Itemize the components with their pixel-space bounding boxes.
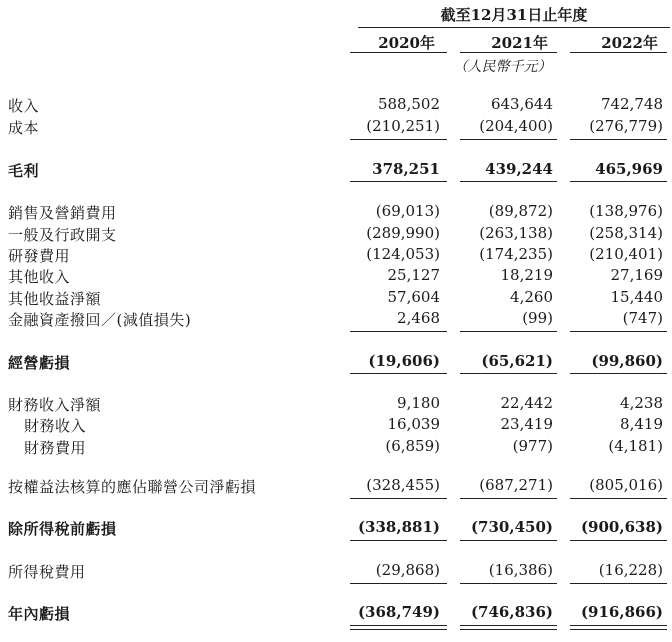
revenue-2020: 588,502: [377, 95, 440, 113]
finance-income-2020: 16,039: [387, 415, 440, 433]
total-rule: [460, 540, 557, 541]
period-title: 截至12月31日止年度: [440, 6, 588, 24]
selling-marketing-2021: (89,872): [488, 202, 553, 220]
double-total-rule: [570, 625, 667, 630]
year-2020-header: 2020年: [378, 34, 435, 52]
row-label-loss-before-tax: 除所得稅前虧損: [8, 520, 117, 538]
other-income-2022: 27,169: [610, 266, 663, 284]
total-rule: [350, 540, 447, 541]
subtotal-rule: [350, 498, 447, 499]
row-label-revenue: 收入: [8, 97, 40, 115]
finance-income-2021: 23,419: [500, 415, 553, 433]
total-rule: [570, 181, 667, 182]
total-rule: [350, 181, 447, 182]
row-label-general-admin: 一般及行政開支: [8, 226, 117, 244]
cost-2022: (276,779): [589, 117, 663, 135]
income-tax-2020: (29,868): [375, 561, 440, 579]
row-label-other-gains: 其他收益淨額: [8, 290, 102, 308]
row-label-other-income: 其他收入: [8, 268, 71, 286]
row-label-loss-for-year: 年內虧損: [8, 605, 71, 623]
double-total-rule: [460, 625, 557, 630]
year-2022-header: 2022年: [601, 34, 658, 52]
other-gains-2021: 4,260: [510, 288, 553, 306]
selling-marketing-2022: (138,976): [589, 202, 663, 220]
row-label-finance-costs: 財務費用: [24, 439, 87, 457]
total-rule: [570, 540, 667, 541]
loss-before-tax-2021: (730,450): [470, 518, 553, 536]
gross-profit-2022: 465,969: [595, 160, 663, 178]
net-finance-income-2021: 22,442: [500, 394, 553, 412]
finance-costs-2020: (6,859): [385, 437, 440, 455]
other-income-2020: 25,127: [387, 266, 440, 284]
total-rule: [350, 373, 447, 374]
loss-before-tax-2020: (338,881): [357, 518, 440, 536]
net-finance-income-2022: 4,238: [620, 394, 663, 412]
row-label-net-finance-income: 財務收入淨額: [8, 396, 102, 414]
gross-profit-2020: 378,251: [372, 160, 440, 178]
loss-for-year-2020: (368,749): [357, 603, 440, 621]
operating-loss-2022: (99,860): [591, 352, 663, 370]
subtotal-rule: [460, 139, 557, 140]
total-rule: [570, 373, 667, 374]
other-income-2021: 18,219: [500, 266, 553, 284]
rd-2022: (210,401): [589, 245, 663, 263]
finance-income-2022: 8,419: [620, 415, 663, 433]
share-of-associates-2020: (328,455): [366, 476, 440, 494]
revenue-2021: 643,644: [490, 95, 553, 113]
row-label-finance-income: 財務收入: [24, 417, 87, 435]
row-label-gross-profit: 毛利: [8, 162, 40, 180]
row-label-cost: 成本: [8, 119, 40, 137]
row-label-rd: 研發費用: [8, 247, 71, 265]
other-gains-2022: 15,440: [610, 288, 663, 306]
share-of-associates-2021: (687,271): [479, 476, 553, 494]
revenue-2022: 742,748: [600, 95, 663, 113]
income-tax-2021: (16,386): [488, 561, 553, 579]
subtotal-rule: [350, 331, 447, 332]
year-2022-rule: [570, 52, 667, 53]
rd-2021: (174,235): [479, 245, 553, 263]
row-label-share-of-associates: 按權益法核算的應佔聯營公司淨虧損: [8, 478, 257, 496]
row-label-impairment: 金融資產撥回／(減值損失): [8, 311, 192, 329]
loss-before-tax-2022: (900,638): [580, 518, 663, 536]
cost-2020: (210,251): [366, 117, 440, 135]
cost-2021: (204,400): [479, 117, 553, 135]
other-gains-2020: 57,604: [387, 288, 440, 306]
currency-unit: （人民幣千元）: [453, 59, 552, 75]
gross-profit-2021: 439,244: [485, 160, 553, 178]
loss-for-year-2022: (916,866): [580, 603, 663, 621]
impairment-2021: (99): [522, 309, 553, 327]
subtotal-rule: [570, 139, 667, 140]
finance-costs-2022: (4,181): [608, 437, 663, 455]
subtotal-rule: [570, 498, 667, 499]
total-rule: [460, 181, 557, 182]
subtotal-rule: [460, 583, 557, 584]
row-label-operating-loss: 經營虧損: [8, 354, 71, 372]
general-admin-2021: (263,138): [479, 224, 553, 242]
subtotal-rule: [350, 583, 447, 584]
rd-2020: (124,053): [366, 245, 440, 263]
row-label-selling-marketing: 銷售及營銷費用: [8, 204, 117, 222]
subtotal-rule: [460, 498, 557, 499]
income-tax-2022: (16,228): [598, 561, 663, 579]
year-2021-header: 2021年: [491, 34, 548, 52]
double-total-rule: [350, 625, 447, 630]
selling-marketing-2020: (69,013): [375, 202, 440, 220]
row-label-income-tax: 所得稅費用: [8, 563, 86, 581]
subtotal-rule: [350, 139, 447, 140]
general-admin-2020: (289,990): [366, 224, 440, 242]
general-admin-2022: (258,314): [589, 224, 663, 242]
year-2021-rule: [460, 52, 557, 53]
period-title-rule: [358, 27, 670, 28]
impairment-2020: 2,468: [397, 309, 440, 327]
loss-for-year-2021: (746,836): [470, 603, 553, 621]
net-finance-income-2020: 9,180: [397, 394, 440, 412]
subtotal-rule: [460, 331, 557, 332]
total-rule: [460, 373, 557, 374]
finance-costs-2021: (977): [512, 437, 553, 455]
impairment-2022: (747): [622, 309, 663, 327]
subtotal-rule: [570, 331, 667, 332]
year-2020-rule: [350, 52, 447, 53]
subtotal-rule: [570, 583, 667, 584]
share-of-associates-2022: (805,016): [589, 476, 663, 494]
operating-loss-2021: (65,621): [481, 352, 553, 370]
operating-loss-2020: (19,606): [368, 352, 440, 370]
